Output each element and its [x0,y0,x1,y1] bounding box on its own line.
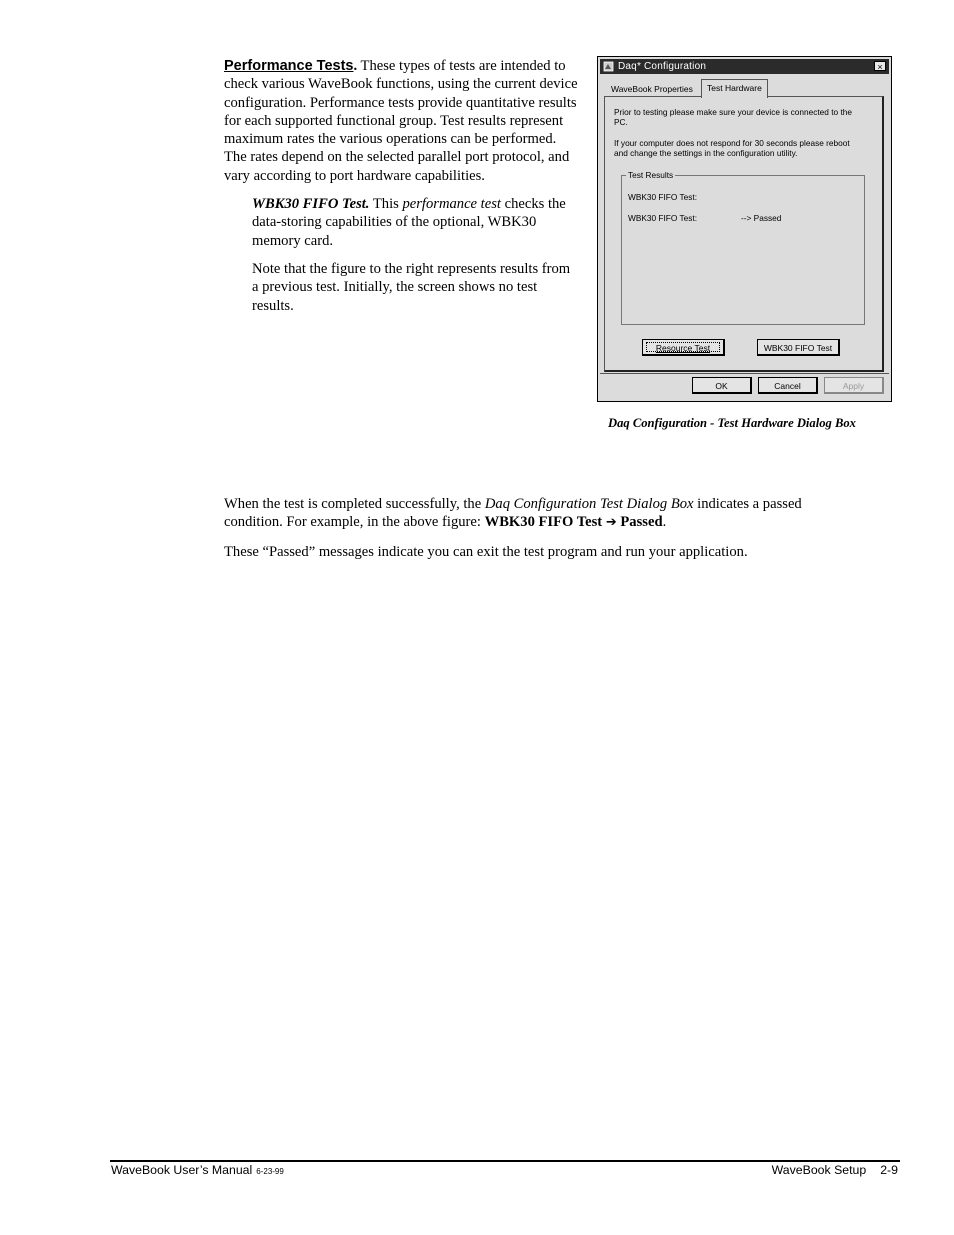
connection-message: Prior to testing please make sure your device is connected to the PC. [614,107,852,127]
heading-dot: . [353,58,358,74]
close-icon[interactable]: × [874,61,886,71]
timeout-message: If your computer does not respond for 30 seconds please reboot and change the settings in the configuration utility. [614,138,850,158]
para1-passed: Passed [620,514,663,531]
tab-wavebook-properties[interactable]: WaveBook Properties [611,84,693,94]
passed-condition-paragraph [224,495,864,533]
wbk30-title: WBK30 FIFO Test. [252,196,370,213]
cancel-button[interactable]: Cancel [758,377,818,394]
para1-post: indicates a passed condition. For example, in the above figure: [224,496,802,531]
resource-test-label: Resource Test [646,342,720,352]
footer-manual-title: WaveBook User’s Manual [111,1163,253,1177]
dialog-titlebar [600,59,889,74]
wbk30-text-italic: performance test [402,196,501,213]
dialog-title: Daq* Configuration [618,61,707,72]
result-status: --> Passed [741,213,782,223]
left-column [224,57,580,325]
results-section [224,495,864,571]
footer-page-number: 2-9 [880,1163,898,1177]
para1-italic: Daq Configuration Test Dialog Box [484,496,694,512]
para1-end: . [662,514,667,531]
daq-configuration-dialog [597,56,892,402]
result-name: WBK30 FIFO Test: [628,213,698,223]
footer-right [772,1163,898,1177]
tab-test-hardware[interactable]: Test Hardware [701,79,768,98]
performance-tests-heading: Performance Tests [224,58,354,74]
passed-messages-paragraph: These “Passed” messages indicate you can exit the test program and run your application. [224,543,748,560]
footer-rule [110,1160,900,1162]
performance-tests-paragraph [224,57,580,185]
footer-left [111,1163,284,1177]
footer-date: 6-23-99 [256,1167,284,1176]
result-row [628,192,697,202]
result-row [628,213,782,223]
result-name: WBK30 FIFO Test: [628,192,698,202]
para1-test-name: WBK30 FIFO Test [484,514,603,531]
figure-caption: Daq Configuration - Test Hardware Dialog Box [608,416,856,430]
test-results-group [621,170,865,325]
apply-button[interactable]: Apply [824,377,884,394]
wbk30-paragraph [252,195,580,250]
wbk30-fifo-test-button[interactable]: WBK30 FIFO Test [757,339,840,356]
para1-pre: When the test is completed successfully, the [224,496,485,512]
test-results-label: Test Results [628,170,674,180]
daq-app-icon [603,61,614,72]
wbk30-text-post: checks the data-storing capabilities of the optional, WBK30 memory card. [252,196,566,249]
note-paragraph: Note that the figure to the right represents results from a previous test. Initially, the screen shows no test results. [252,260,571,314]
wbk30-text-pre: This [369,196,403,213]
resource-test-button[interactable] [642,339,725,356]
footer-section: WaveBook Setup [771,1163,867,1177]
performance-tests-text: These types of tests are intended to check various WaveBook functions, using the current device configuration. Performance tests provide quantitative results for each supported functional group. Test results represent maximum rates the various operations can be performed. The rates depend on the selected parallel port protocol, and vary according to port hardware capabilities. [224,58,578,184]
dialog-separator [600,373,889,374]
right-arrow-icon: ➔ [605,515,617,531]
ok-button[interactable]: OK [692,377,752,394]
